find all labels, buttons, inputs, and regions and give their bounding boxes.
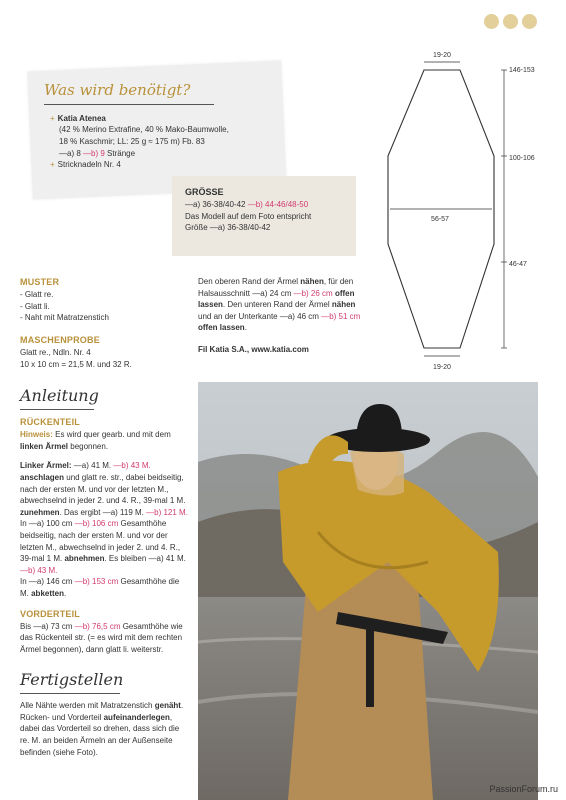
bottom-width-label: 19-20 xyxy=(433,364,451,371)
bindoff-paragraph: In —a) 146 cm —b) 153 cm Gesamthöhe die M. abketten. xyxy=(20,577,180,598)
linker-aermel-paragraph: Linker Ärmel: —a) 41 M. —b) 43 M. anschlagen und glatt re. str., dabei beidseitig, nach der ersten M. und vor der letzten M., abwechselnd in jeder 2. und 4. R., 39-mal 1 M. zunehmen. Das ergibt —a) 119 M. —b) 121 M. xyxy=(20,461,188,517)
title-underline xyxy=(44,104,214,105)
brand-logos xyxy=(484,14,537,29)
garment-schematic xyxy=(382,44,542,374)
decrease-paragraph: In —a) 100 cm —b) 106 cm Gesamthöhe beidseitig, nach der ersten M. und vor der letzten M., abwechselnd in jeder 2. und 4. R., 39-mal 1 M. abnehmen. Es bleiben —a) 41 M. —b) 43 M. xyxy=(20,519,186,575)
muster-item: - Glatt li. xyxy=(20,301,50,311)
size-line-1: —a) 36-38/40-42 —b) 44-46/48-50 xyxy=(185,200,309,210)
yarn-amount: —a) 8 —b) 9 Stränge xyxy=(59,148,136,158)
yarn-ball-icon xyxy=(522,14,537,29)
length-mid-label: 100-106 xyxy=(509,155,535,162)
size-title: GRÖSSE xyxy=(185,187,224,197)
muster-title: MUSTER xyxy=(20,277,60,287)
muster-item: - Glatt re. xyxy=(20,290,54,300)
yarn-line-2: 18 % Kaschmir; LL: 25 g ≈ 175 m) Fb. 83 xyxy=(59,136,205,146)
fertigstellen-section xyxy=(20,668,190,758)
yarn-name: Katia Atenea xyxy=(57,113,106,123)
materials-title: Was wird benötigt? xyxy=(44,81,191,99)
length-total-label: 146-153 xyxy=(509,67,535,74)
vorderteil-paragraph: Bis —a) 73 cm —b) 76,5 cm Gesamthöhe wie das Rückenteil str. (= es wird mit dem rechten Ärmel begonnen), dann glatt li. weiterstr. xyxy=(20,621,183,654)
top-width-label: 19-20 xyxy=(433,52,451,59)
maschenprobe-line-2: 10 x 10 cm = 21,5 M. und 32 R. xyxy=(20,359,132,369)
needles: Stricknadeln Nr. 4 xyxy=(57,160,121,170)
size-section xyxy=(185,186,355,234)
yarn-ball-icon xyxy=(484,14,499,29)
maschenprobe-line-1: Glatt re., Ndln. Nr. 4 xyxy=(20,348,91,358)
company-info: Fil Katia S.A., www.katia.com xyxy=(198,344,309,354)
anleitung-section xyxy=(20,384,190,655)
muster-item: - Naht mit Matratzenstich xyxy=(20,313,109,323)
fertigstellen-paragraph: Alle Nähte werden mit Matratzenstich genäht. Rücken- und Vorderteil aufeinanderlegen, dabei das Vorderteil so drehen, dass sich die re. M. an beiden Ärmeln an der Außenseite befinden (siehe Foto). xyxy=(20,701,184,757)
anleitung-title: Anleitung xyxy=(20,386,99,405)
size-line-3: Größe —a) 36-38/40-42 xyxy=(185,223,271,233)
footer-watermark: PassionForum.ru xyxy=(489,783,558,794)
finishing-note xyxy=(198,276,364,356)
fertigstellen-title: Fertigstellen xyxy=(20,670,124,689)
yarn-ball-icon xyxy=(503,14,518,29)
rueckenteil-title: RÜCKENTEIL xyxy=(20,417,80,428)
materials-section: Was wird benötigt? + Katia Atenea (42 % Merino Extrafine, 40 % Mako-Baumwolle, 18 % Kaschmir; LL: 25 g ≈ 175 m) Fb. 83 —a) 8 —b) 9 Stränge + Stricknadeln Nr. 4 xyxy=(44,80,284,171)
muster-section xyxy=(20,276,190,324)
mid-width-label: 56-57 xyxy=(431,216,449,223)
vorderteil-title: VORDERTEIL xyxy=(20,608,81,619)
maschenprobe-section xyxy=(20,334,190,370)
length-low-label: 46-47 xyxy=(509,261,527,268)
model-photo xyxy=(198,382,538,800)
finishing-paragraph: Den oberen Rand der Ärmel nähen, für den Halsausschnitt —a) 24 cm —b) 26 cm offen lassen. Den unteren Rand der Ärmel nähen und an der Unterkante —a) 46 cm —b) 51 cm offen lassen. xyxy=(198,277,361,333)
maschenprobe-title: MASCHENPROBE xyxy=(20,335,100,345)
yarn-line-1: (42 % Merino Extrafine, 40 % Mako-Baumwolle, xyxy=(59,125,229,135)
hinweis: Hinweis: Es wird quer gearb. und mit dem linken Ärmel begonnen. xyxy=(20,430,171,451)
size-line-2: Das Modell auf dem Foto entspricht xyxy=(185,211,312,221)
